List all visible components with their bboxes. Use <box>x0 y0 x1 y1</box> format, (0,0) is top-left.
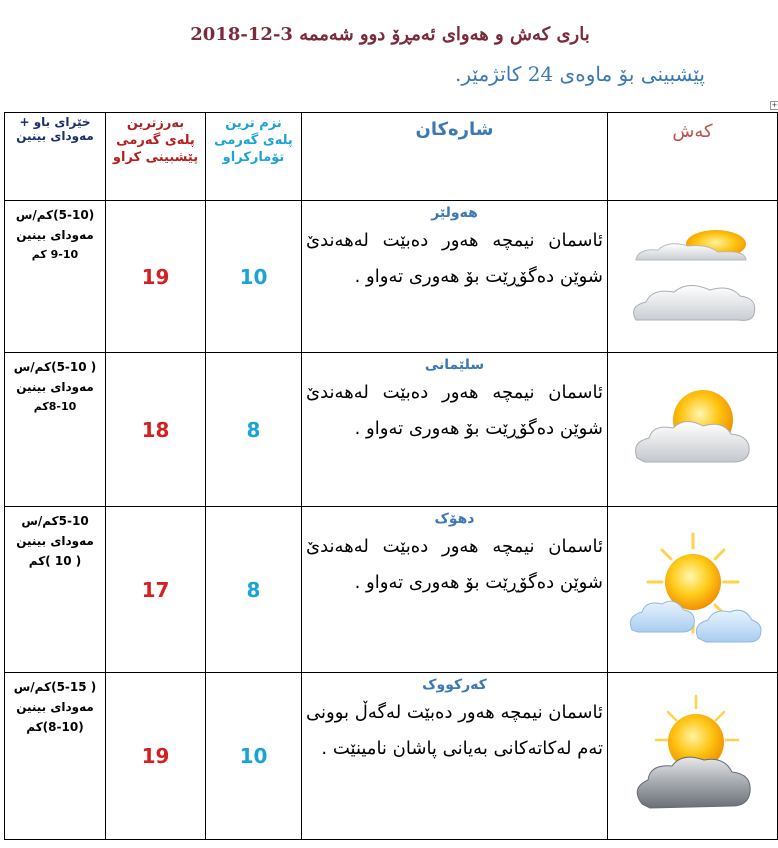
header-min-temp: نزم ترین پلەی گەرمی تۆمارکراو <box>206 113 302 201</box>
page-subtitle: پێشبینی بۆ ماوەی 24 کاتژمێر. <box>455 62 705 86</box>
partly-cloudy-and-cloudy-icons <box>618 222 768 332</box>
header-cities: شارەکان <box>302 113 608 201</box>
weather-table <box>4 112 778 840</box>
table-row <box>5 353 778 507</box>
min-temp-cell: 8 <box>206 353 302 507</box>
forecast-description: ئاسمان نیمچە هەور دەبێت لەهەندێ شوێن دەگۆڕێت بۆ هەوری تەواو . <box>306 382 603 439</box>
city-cell <box>302 507 608 673</box>
wind-visibility-cell: (5-10)کم/س مەودای بینین 9-10 کم <box>5 201 106 353</box>
header-wind-visibility: خێرای باو + مەودای بینین <box>5 113 106 201</box>
city-name: سلێمانی <box>424 357 485 373</box>
min-temp-cell: 10 <box>206 673 302 840</box>
weather-icon-cell <box>608 507 778 673</box>
page-title: باری کەش و هەوای ئەمڕۆ دوو شەممە 3-12-2018 <box>190 24 590 45</box>
city-name: هەولێر <box>431 205 478 221</box>
wind-visibility-cell: 5-10کم/س مەودای بینین ( 10 )کم <box>5 507 106 673</box>
table-move-handle-icon[interactable]: + <box>771 101 778 109</box>
city-cell <box>302 201 608 353</box>
forecast-description: ئاسمان نیمچە هەور دەبێت لەگەڵ بوونی تەم لەکاتەکانی بەیانی پاشان نامینێت . <box>306 702 603 759</box>
partly-cloudy-icon <box>623 380 763 480</box>
table-row <box>5 673 778 840</box>
forecast-description: ئاسمان نیمچە هەور دەبێت لەهەندێ شوێن دەگۆڕێت بۆ هەوری تەواو . <box>306 536 603 593</box>
wind-visibility-cell: ( 5-15)کم/س مەودای بینین (8-10)کم <box>5 673 106 840</box>
max-temp-cell: 19 <box>106 673 206 840</box>
table-row <box>5 507 778 673</box>
max-temp-cell: 19 <box>106 201 206 353</box>
wind-visibility-cell: ( 5-10)کم/س مەودای بینین 8-10کم <box>5 353 106 507</box>
header-max-temp: بەرزترین پلەی گەرمی پێشبینی کراو <box>106 113 206 201</box>
max-temp-cell: 17 <box>106 507 206 673</box>
max-temp-cell: 18 <box>106 353 206 507</box>
city-name: کەرکووک <box>422 677 487 693</box>
weather-icon-cell <box>608 201 778 353</box>
table-row <box>5 201 778 353</box>
sun-behind-dark-cloud-icon <box>618 686 768 826</box>
city-cell <box>302 673 608 840</box>
weather-icon-cell <box>608 673 778 840</box>
city-cell <box>302 353 608 507</box>
weather-icon-cell <box>608 353 778 507</box>
min-temp-cell: 10 <box>206 201 302 353</box>
city-name: دهۆک <box>434 511 475 527</box>
table-header-row <box>5 113 778 201</box>
min-temp-cell: 8 <box>206 507 302 673</box>
sun-with-clouds-icon <box>618 520 768 660</box>
forecast-description: ئاسمان نیمچە هەور دەبێت لەهەندێ شوێن دەگۆڕێت بۆ هەوری تەواو . <box>306 230 603 287</box>
header-weather: کەش <box>608 113 778 201</box>
